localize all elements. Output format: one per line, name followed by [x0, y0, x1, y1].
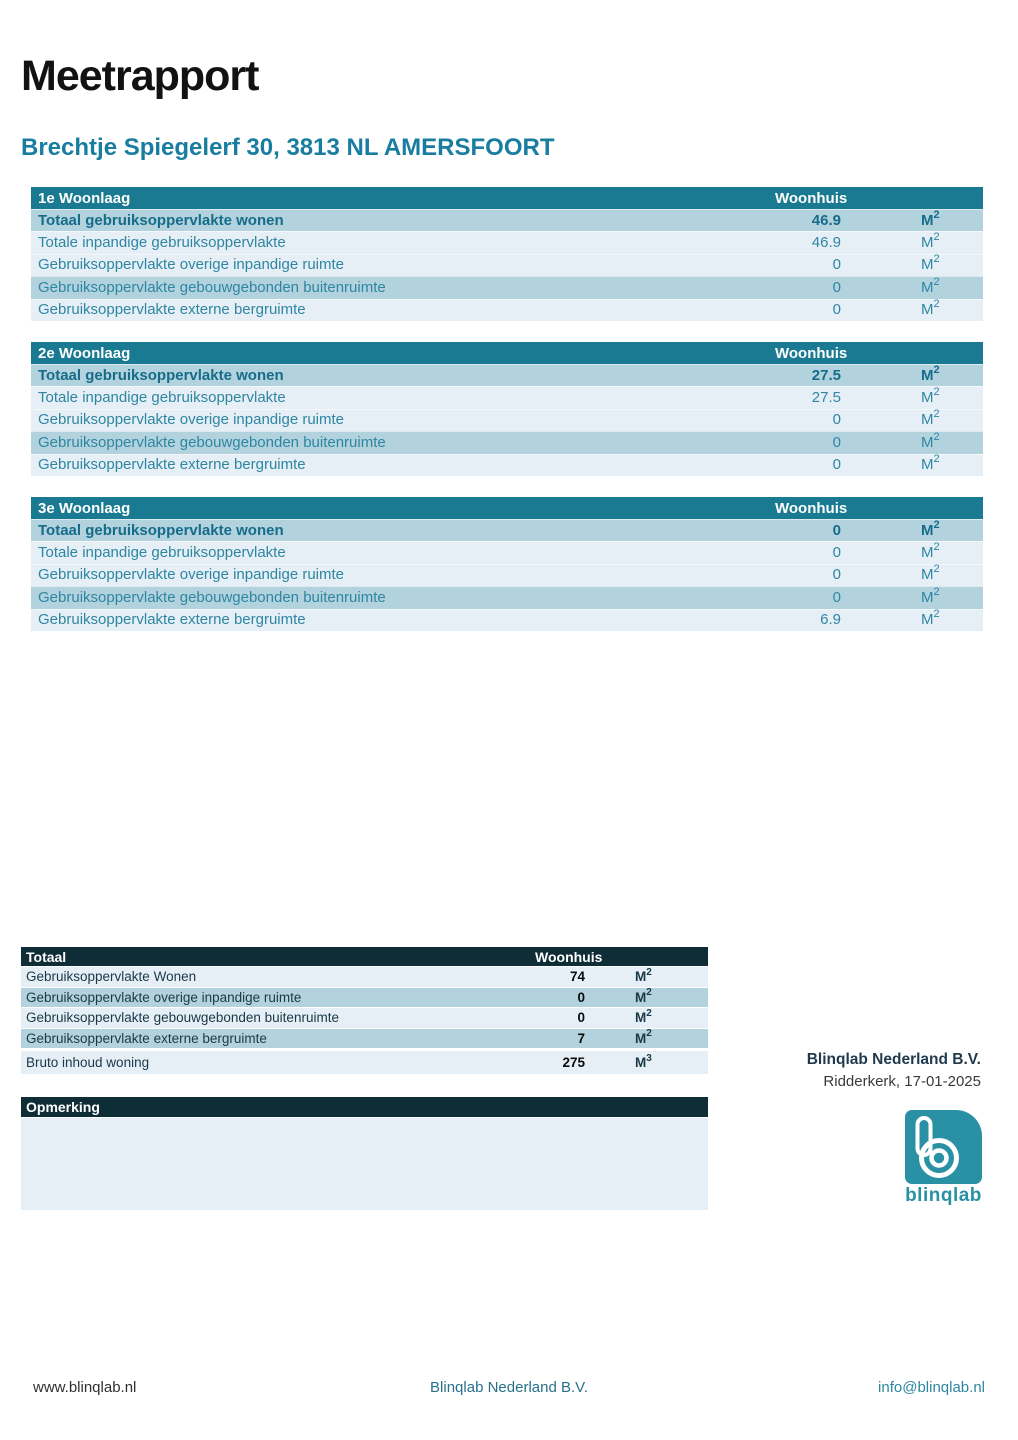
table-row: [21, 967, 708, 988]
row-label: Totaal gebruiksoppervlakte wonen: [38, 366, 284, 384]
unit-exponent: 2: [933, 608, 940, 621]
table-row: [31, 209, 983, 231]
unit-exponent: 2: [933, 253, 940, 266]
row-unit: [841, 518, 983, 539]
row-unit: [841, 363, 983, 384]
unit-base: M: [635, 989, 647, 1005]
unit-base: M: [921, 411, 934, 429]
blinqlab-wordmark: blinqlab: [905, 1185, 982, 1206]
row-value: 0: [832, 433, 841, 451]
column-header-woonhuis: Woonhuis: [775, 189, 848, 207]
remark-header: Opmerking: [21, 1097, 708, 1117]
row-label: Totale inpandige gebruiksoppervlakte: [38, 389, 286, 407]
footer-company: Blinqlab Nederland B.V.: [430, 1379, 588, 1396]
table-row: [31, 386, 983, 408]
unit-base: M: [921, 389, 934, 407]
unit-base: M: [635, 1030, 647, 1046]
row-unit: [841, 386, 983, 407]
row-label: Totaal gebruiksoppervlakte wonen: [38, 211, 284, 229]
row-value: 0: [832, 588, 841, 606]
remark-body: [21, 1118, 708, 1210]
table-title: 3e Woonlaag: [38, 499, 131, 517]
row-label: Gebruiksoppervlakte externe bergruimte: [38, 611, 306, 629]
unit-base: M: [921, 433, 934, 451]
unit-base: M: [635, 1010, 647, 1026]
row-label: Totale inpandige gebruiksoppervlakte: [38, 544, 286, 562]
row-label: Totale inpandige gebruiksoppervlakte: [38, 234, 286, 252]
unit-base: M: [635, 969, 647, 985]
remark-section: [21, 1097, 708, 1210]
unit-exponent: 2: [646, 1028, 652, 1040]
blinqlab-logo: [905, 1110, 983, 1207]
row-value: 0: [832, 278, 841, 296]
unit-base: M: [921, 234, 934, 252]
row-label: Bruto inhoud woning: [26, 1055, 150, 1070]
row-label: Gebruiksoppervlakte Wonen: [26, 969, 197, 985]
table-row: [21, 1029, 708, 1050]
unit-exponent: 2: [933, 298, 940, 311]
row-value: 0: [832, 256, 841, 274]
floor-table-1: [31, 187, 983, 321]
unit-base: M: [921, 544, 934, 562]
row-label: Gebruiksoppervlakte externe bergruimte: [38, 301, 306, 319]
row-unit: [841, 430, 983, 451]
row-value: 0: [832, 521, 841, 539]
table-row: [21, 988, 708, 1009]
row-value: 275: [562, 1055, 585, 1070]
table-row: [31, 231, 983, 253]
unit-exponent: 2: [933, 363, 940, 376]
table-row: [31, 519, 983, 541]
table-title: 1e Woonlaag: [38, 189, 131, 207]
unit-exponent: 3: [646, 1052, 652, 1064]
unit-base: M: [921, 211, 934, 229]
table-title: 2e Woonlaag: [38, 344, 131, 362]
row-label: Gebruiksoppervlakte externe bergruimte: [38, 456, 306, 474]
row-label: Gebruiksoppervlakte externe bergruimte: [26, 1030, 267, 1046]
unit-base: M: [921, 456, 934, 474]
row-unit: [841, 275, 983, 296]
row-label: Gebruiksoppervlakte overige inpandige ruimte: [38, 256, 345, 274]
footer-website-link[interactable]: www.blinqlab.nl: [33, 1379, 137, 1396]
unit-base: M: [921, 366, 934, 384]
footer-email-link[interactable]: info@blinqlab.nl: [878, 1379, 985, 1396]
row-unit: [841, 408, 983, 429]
unit-exponent: 2: [646, 987, 652, 999]
row-label: Gebruiksoppervlakte gebouwgebonden buitenruimte: [38, 433, 386, 451]
row-value: 0: [832, 566, 841, 584]
row-value: 27.5: [811, 366, 841, 384]
b-glyph-icon: [905, 1110, 982, 1184]
row-value: 0: [577, 1010, 585, 1026]
row-unit: [841, 298, 983, 319]
signature-place-date: Ridderkerk, 17-01-2025: [823, 1073, 981, 1090]
table-title: Totaal: [26, 948, 67, 965]
unit-exponent: 2: [933, 541, 940, 554]
row-unit: [841, 208, 983, 229]
table-header-row: [31, 187, 983, 209]
floor-table-2: [31, 342, 983, 476]
row-unit: [841, 563, 983, 584]
table-header-row: [21, 947, 708, 967]
row-unit: [585, 966, 708, 985]
row-unit: [841, 585, 983, 606]
row-value: 0: [577, 989, 585, 1005]
unit-exponent: 2: [933, 275, 940, 288]
row-unit: [585, 1007, 708, 1026]
table-row: [31, 454, 983, 476]
table-row: [31, 364, 983, 386]
unit-exponent: 2: [933, 408, 940, 421]
unit-base: M: [921, 301, 934, 319]
row-unit: [841, 253, 983, 274]
table-header-row: [31, 342, 983, 364]
row-value: 46.9: [811, 211, 841, 229]
row-value: 0: [832, 411, 841, 429]
column-header-woonhuis: Woonhuis: [535, 948, 603, 965]
unit-exponent: 2: [646, 1007, 652, 1019]
row-value: 0: [832, 544, 841, 562]
row-unit: [841, 541, 983, 562]
row-unit: [585, 987, 708, 1005]
table-row: [31, 409, 983, 431]
total-table: [21, 947, 708, 1075]
table-row: [31, 254, 983, 276]
row-value: 46.9: [811, 234, 841, 252]
row-unit: [841, 453, 983, 474]
signature-block: [807, 1051, 981, 1090]
row-value: 0: [832, 456, 841, 474]
row-unit: [585, 1052, 708, 1070]
row-label: Totaal gebruiksoppervlakte wonen: [38, 521, 284, 539]
table-row: [31, 431, 983, 453]
floor-table-3: [31, 497, 983, 631]
table-row: [31, 276, 983, 298]
column-header-woonhuis: Woonhuis: [775, 499, 848, 517]
row-unit: [841, 608, 983, 629]
unit-base: M: [921, 588, 934, 606]
row-unit: [585, 1028, 708, 1046]
unit-base: M: [921, 278, 934, 296]
signature-company: Blinqlab Nederland B.V.: [806, 1051, 981, 1068]
table-row: [21, 1008, 708, 1029]
unit-exponent: 2: [646, 966, 652, 978]
row-label: Gebruiksoppervlakte gebouwgebonden buitenruimte: [26, 1010, 339, 1026]
table-header-row: [31, 497, 983, 519]
row-label: Gebruiksoppervlakte overige inpandige ruimte: [26, 989, 302, 1005]
row-label: Gebruiksoppervlakte gebouwgebonden buitenruimte: [38, 278, 386, 296]
row-value: 7: [577, 1030, 585, 1046]
page-subtitle: Brechtje Spiegelerf 30, 3813 NL AMERSFOORT: [21, 134, 555, 161]
table-row: [21, 1051, 708, 1075]
row-value: 0: [832, 301, 841, 319]
unit-base: M: [921, 611, 934, 629]
table-row: [31, 541, 983, 563]
row-value: 27.5: [811, 389, 841, 407]
row-label: Gebruiksoppervlakte overige inpandige ruimte: [38, 411, 345, 429]
unit-exponent: 2: [933, 231, 940, 244]
unit-exponent: 2: [933, 386, 940, 399]
row-unit: [841, 231, 983, 252]
unit-exponent: 2: [933, 518, 940, 531]
column-header-woonhuis: Woonhuis: [775, 344, 848, 362]
page-title: Meetrapport: [21, 52, 259, 100]
row-label: Gebruiksoppervlakte gebouwgebonden buitenruimte: [38, 588, 386, 606]
unit-exponent: 2: [933, 430, 940, 443]
table-row: [31, 609, 983, 631]
table-row: [31, 299, 983, 321]
unit-base: M: [921, 566, 934, 584]
unit-base: M: [635, 1055, 647, 1070]
row-label: Gebruiksoppervlakte overige inpandige ruimte: [38, 566, 345, 584]
unit-base: M: [921, 256, 934, 274]
row-value: 74: [569, 969, 585, 985]
unit-exponent: 2: [933, 563, 940, 576]
unit-exponent: 2: [933, 208, 940, 221]
unit-exponent: 2: [933, 453, 940, 466]
row-value: 6.9: [820, 611, 841, 629]
blinqlab-logo-icon: [905, 1110, 982, 1184]
unit-base: M: [921, 521, 934, 539]
table-row: [31, 586, 983, 608]
unit-exponent: 2: [933, 585, 940, 598]
table-row: [31, 564, 983, 586]
